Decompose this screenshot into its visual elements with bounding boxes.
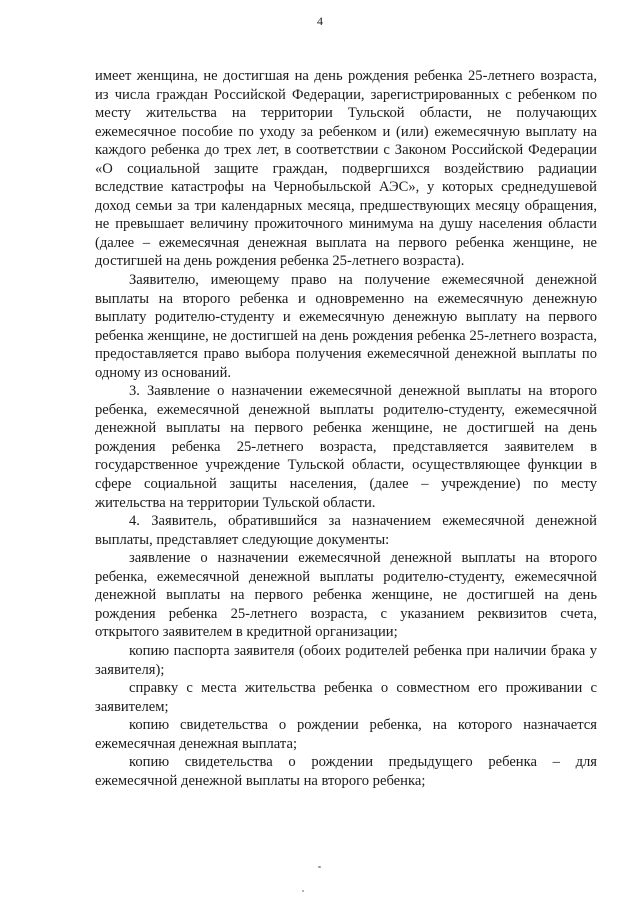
paragraph-clause-4: 4. Заявитель, обратившийся за назначением ежемесячной денежной выплаты, представляет следующие документы:: [95, 513, 597, 548]
list-item-previous-birth-certificate: копию свидетельства о рождении предыдущего ребенка – для ежемесячной денежной выплаты на второго ребенка;: [95, 754, 597, 789]
list-item-birth-certificate: копию свидетельства о рождении ребенка, на которого назначается ежемесячная денежная выплата;: [95, 717, 597, 752]
page-number: 4: [317, 14, 323, 28]
paragraph-choice-right: Заявителю, имеющему право на получение ежемесячной денежной выплаты на второго ребенка и одновременно на ежемесячную денежную выплату родителю-студенту и ежемесячную денежную выплату на первого ребенка женщине, не достигшей на день рождения ребенка 25-летнего возраста, предоставляется право выбора получения ежемесячной денежной выплаты по одному из оснований.: [95, 272, 597, 381]
paragraph-clause-3: 3. Заявление о назначении ежемесячной денежной выплаты на второго ребенка, ежемесячной денежной выплаты родителю-студенту, ежемесячной денежной выплаты на первого ребенка женщине, не достигшей на день рождения ребенка 25-летнего возраста, представляется заявителем в государственное учреждение Тульской области, осуществляющее функции в сфере социальной защиты населения, (далее – учреждение) по месту жительства на территории Тульской области.: [95, 383, 597, 511]
list-item-residence: справку с места жительства ребенка о совместном его проживании с заявителем;: [95, 680, 597, 715]
list-item-application: заявление о назначении ежемесячной денежной выплаты на второго ребенка, ежемесячной денежной выплаты родителю-студенту, ежемесячной денежной выплаты на первого ребенка женщине, не достигшей на день рождения ребенка 25-летнего возраста, с указанием реквизитов счета, открытого заявителем в кредитной организации;: [95, 550, 597, 641]
list-item-passport: копию паспорта заявителя (обоих родителей ребенка при наличии брака у заявителя);: [95, 642, 597, 678]
document-body: [95, 67, 597, 790]
paragraph-continuation: имеет женщина, не достигшая на день рождения ребенка 25-летнего возраста, из числа граждан Российской Федерации, зарегистрированных с ребенком по месту жительства на территории Тульской области, не получающих ежемесячное пособие по уходу за ребенком и (или) ежемесячную выплату на каждого ребенка до трех лет, в соответствии с Законом Российской Федерации «О социальной защите граждан, подвергшихся воздействию радиации вследствие катастрофы на Чернобыльской АЭС», у которых среднедушевой доход семьи за три календарных месяца, предшествующих месяцу обращения, не превышает величину прожиточного минимума на душу населения области (далее – ежемесячная денежная выплата на первого ребенка женщине, не достигшей на день рождения ребенка 25-летнего возраста).: [95, 68, 597, 270]
scan-speck: [302, 890, 304, 892]
scan-speck: [318, 866, 321, 868]
